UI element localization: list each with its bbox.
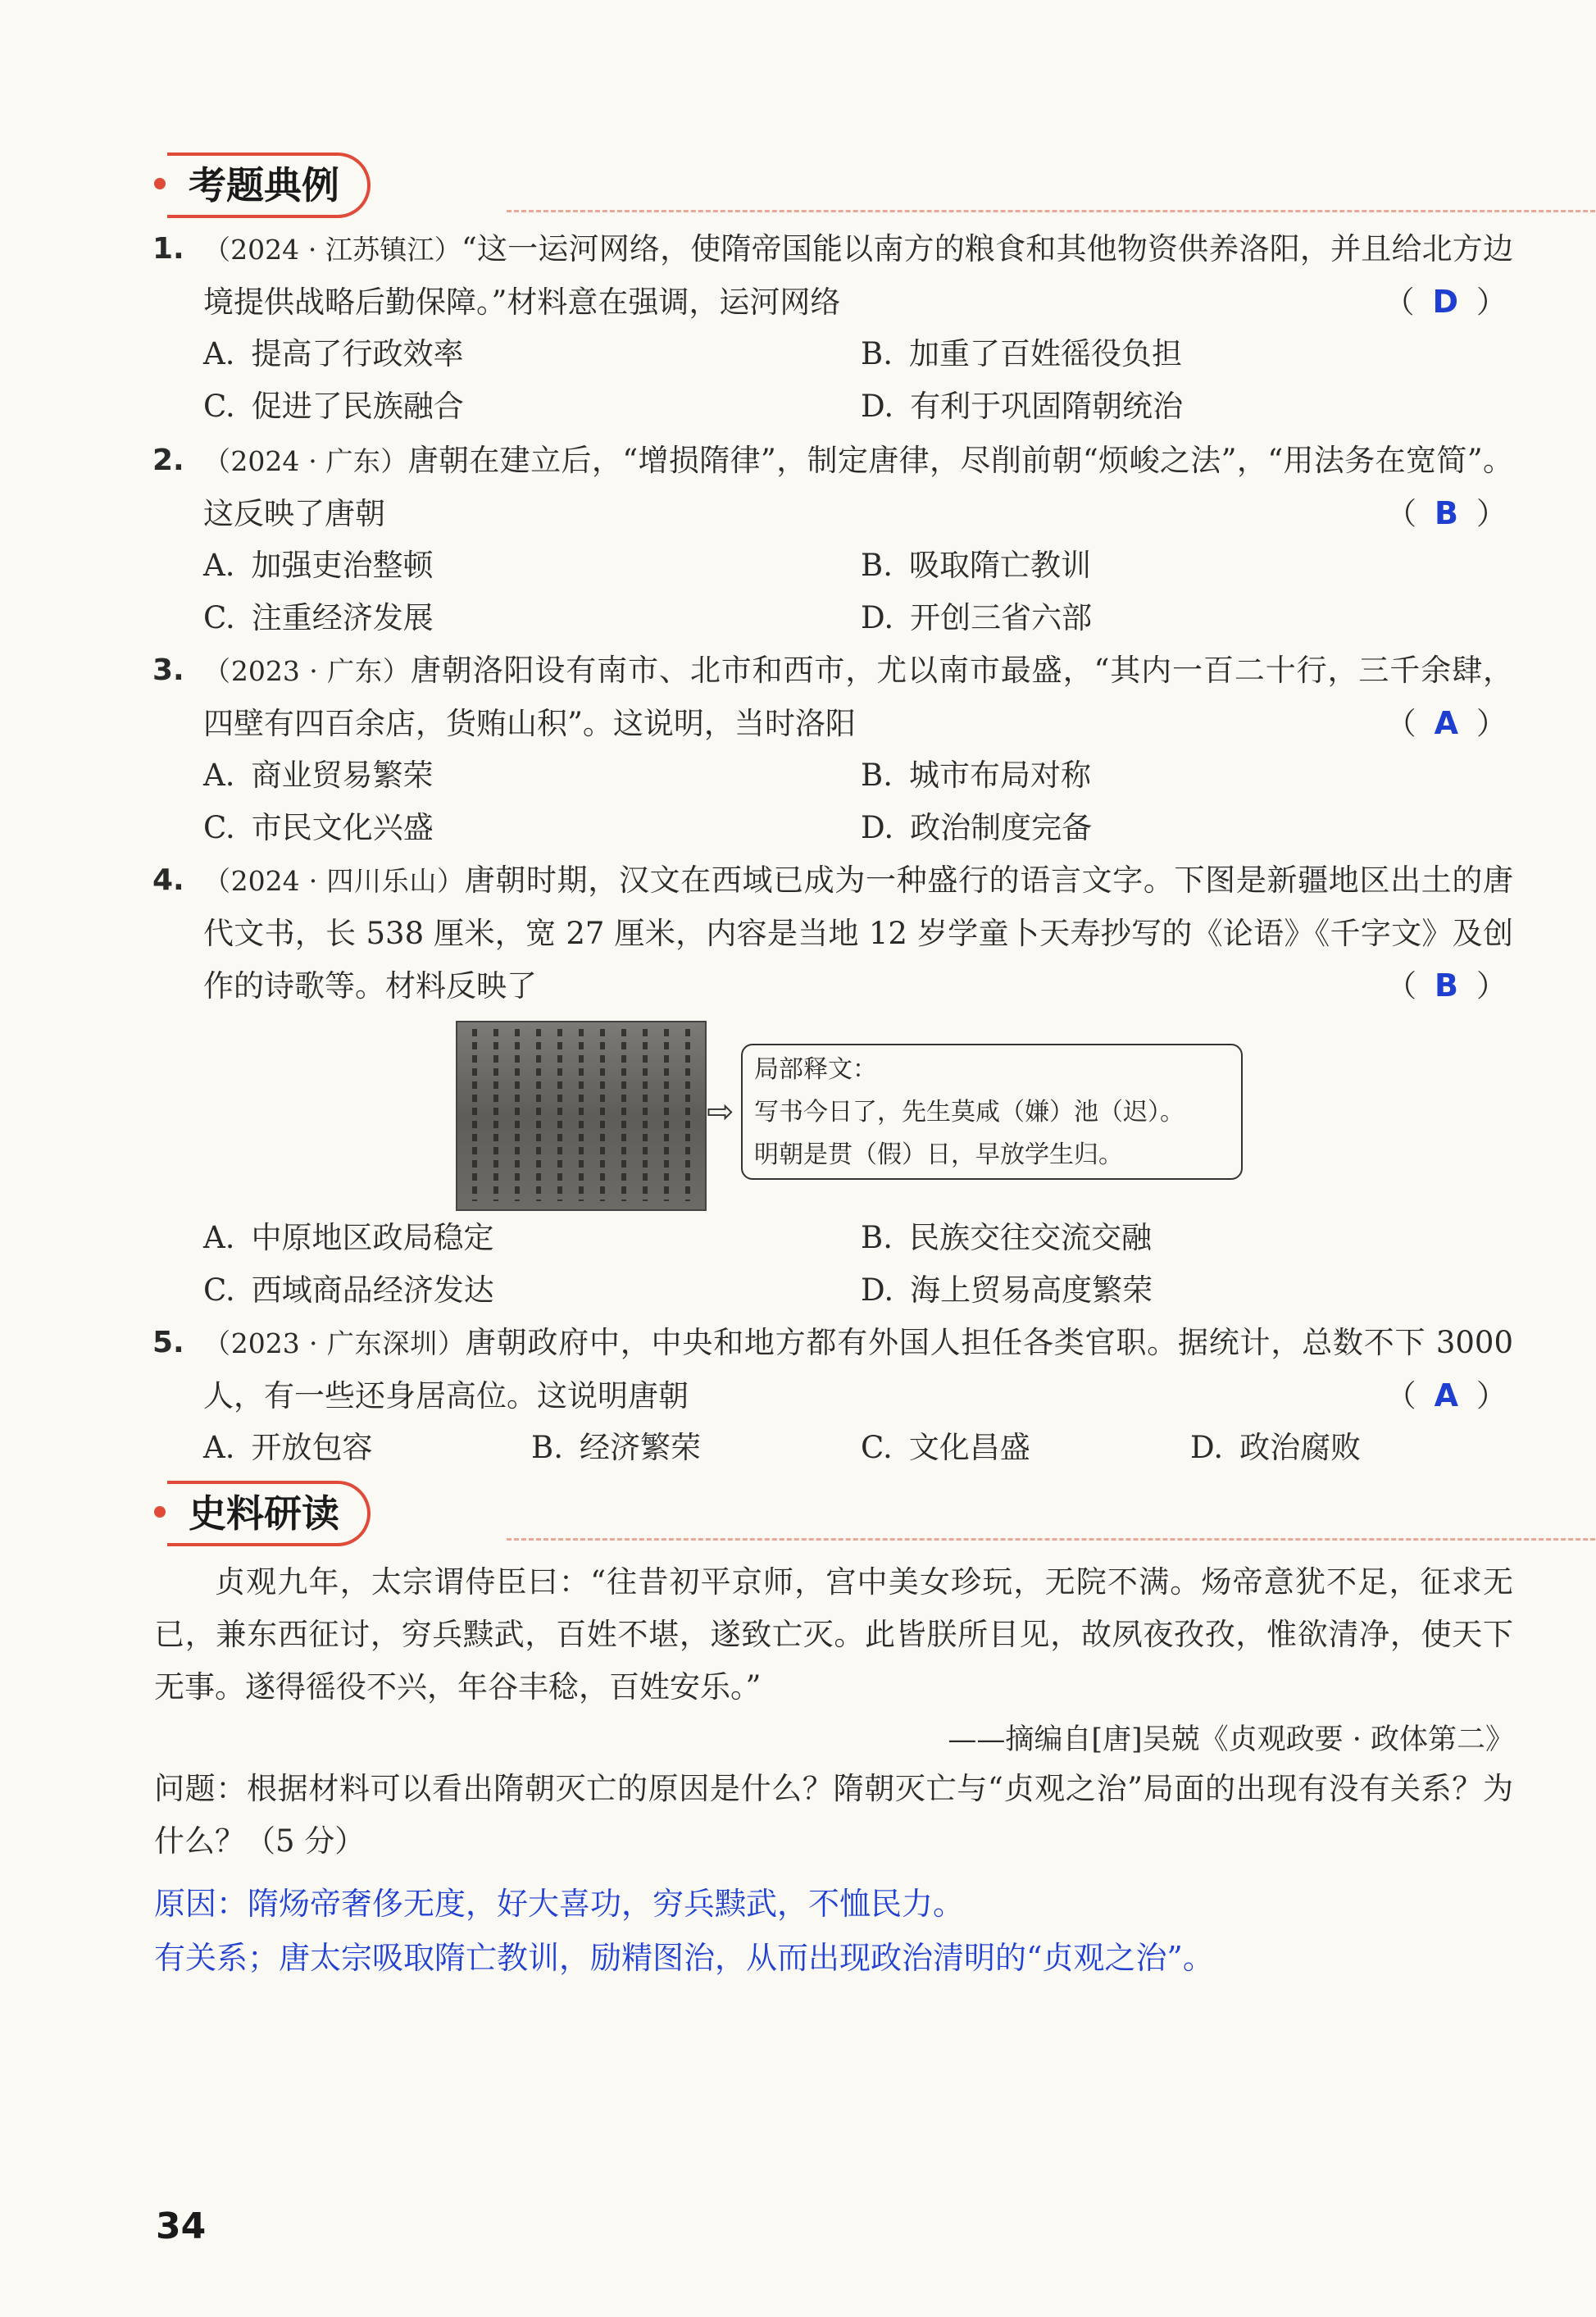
- answer-bracket: （ A ）: [1385, 705, 1507, 741]
- option-a[interactable]: A. 中原地区政局稳定: [203, 1220, 494, 1255]
- question-stem: （2024 · 广东）唐朝在建立后，“增损隋律”，制定唐律，尽削前朝“烦峻之法”，“用法务在宽简”。这反映了唐朝: [203, 443, 1513, 531]
- question-number: 2.: [152, 444, 184, 477]
- question-4: [152, 854, 1513, 1013]
- bullet-dot-icon: [154, 178, 166, 189]
- answer-bracket: （ B ）: [1386, 495, 1507, 531]
- question-source: （2024 · 四川乐山）: [203, 865, 465, 897]
- question-source: （2024 · 广东）: [203, 445, 408, 477]
- option-d[interactable]: D. 海上贸易高度繁荣: [861, 1272, 1153, 1308]
- answer-letter: D: [1432, 284, 1458, 320]
- option-d[interactable]: D. 有利于巩固隋朝统治: [861, 389, 1184, 424]
- arrow-right-icon: ⇨: [707, 1093, 734, 1131]
- question-2: [152, 435, 1513, 540]
- page-number: 34: [156, 2205, 207, 2247]
- manuscript-photo: [456, 1021, 707, 1211]
- option-a[interactable]: A. 商业贸易繁荣: [203, 758, 434, 793]
- question-stem: （2023 · 广东）唐朝洛阳设有南市、北市和西市，尤以南市最盛，“其内一百二十行，三千余肆，四壁有四百余店，货贿山积”。这说明，当时洛阳: [203, 653, 1513, 741]
- option-b[interactable]: B. 经济繁荣: [531, 1430, 701, 1465]
- answer-line-1: 原因：隋炀帝奢侈无度，好大喜功，穷兵黩武，不恤民力。: [154, 1886, 965, 1922]
- option-c[interactable]: C. 市民文化兴盛: [203, 810, 434, 845]
- source-citation: ——摘编自[唐]吴兢《贞观政要 · 政体第二》: [948, 1723, 1514, 1756]
- callout-line: 局部释文：: [754, 1055, 877, 1084]
- option-b[interactable]: B. 民族交往交流交融: [861, 1220, 1152, 1255]
- dashed-divider: [507, 1538, 1596, 1541]
- option-b[interactable]: B. 加重了百姓徭役负担: [861, 336, 1182, 371]
- answer-letter: B: [1435, 967, 1458, 1004]
- question-source: （2024 · 江苏镇江）: [203, 234, 462, 266]
- option-c[interactable]: C. 注重经济发展: [203, 600, 434, 635]
- transcription-callout: [741, 1044, 1243, 1180]
- section-title: 考题典例: [167, 152, 371, 218]
- callout-line: 明朝是贯（假）日，早放学生归。: [754, 1140, 1123, 1169]
- answer-line-2: 有关系；唐太宗吸取隋亡教训，励精图治，从而出现政治清明的“贞观之治”。: [154, 1940, 1214, 1976]
- option-a[interactable]: A. 加强吏治整顿: [203, 548, 434, 583]
- question-stem: （2024 · 四川乐山）唐朝时期，汉文在西域已成为一种盛行的语言文字。下图是新疆地区出土的唐代文书，长 538 厘米，宽 27 厘米，内容是当地 12 岁学童卜天寿抄写的《论语》《千字文》及创作的诗歌等。材料反映了: [203, 863, 1514, 1004]
- source-passage: 贞观九年，太宗谓侍臣曰：“往昔初平京师，宫中美女珍玩，无院不满。炀帝意犹不足，征求无已，兼东西征讨，穷兵黩武，百姓不堪，遂致亡灭。此皆朕所目见，故夙夜孜孜，惟欲清净，使天下无事。遂得徭役不兴，年谷丰稔，百姓安乐。”: [154, 1564, 1513, 1705]
- question-3: [152, 644, 1513, 750]
- question-source: （2023 · 广东）: [203, 655, 411, 687]
- bullet-dot-icon: [154, 1506, 166, 1518]
- analysis-question: 问题：根据材料可以看出隋朝灭亡的原因是什么？隋朝灭亡与“贞观之治”局面的出现有没有关系？为什么？（5 分）: [154, 1771, 1513, 1859]
- answer-letter: B: [1435, 495, 1458, 531]
- answer-bracket: （ A ）: [1385, 1377, 1507, 1413]
- option-d[interactable]: D. 开创三省六部: [861, 600, 1093, 635]
- callout-line: 写书今日了，先生莫咸（嫌）池（迟）。: [754, 1098, 1184, 1127]
- question-stem: （2023 · 广东深圳）唐朝政府中，中央和地方都有外国人担任各类官职。据统计，总数不下 3000 人，有一些还身居高位。这说明唐朝: [203, 1325, 1514, 1413]
- option-a[interactable]: A. 提高了行政效率: [203, 336, 464, 371]
- option-d[interactable]: D. 政治腐败: [1190, 1430, 1362, 1465]
- manuscript-figure: [456, 1021, 1251, 1209]
- option-a[interactable]: A. 开放包容: [203, 1430, 373, 1465]
- section-title: 史料研读: [167, 1481, 371, 1546]
- option-d[interactable]: D. 政治制度完备: [861, 810, 1093, 845]
- answer-letter: A: [1434, 1377, 1458, 1413]
- option-c[interactable]: C. 促进了民族融合: [203, 389, 464, 424]
- option-b[interactable]: B. 吸取隋亡教训: [861, 548, 1091, 583]
- question-number: 3.: [152, 653, 184, 687]
- question-1: [152, 223, 1513, 329]
- option-b[interactable]: B. 城市布局对称: [861, 758, 1091, 793]
- question-number: 4.: [152, 863, 184, 897]
- question-stem: （2024 · 江苏镇江）“这一运河网络，使隋帝国能以南方的粮食和其他物资供养洛阳，并且给北方边境提供战略后勤保障。”材料意在强调，运河网络: [203, 231, 1513, 320]
- dashed-divider: [507, 210, 1596, 212]
- answer-bracket: （ D ）: [1384, 284, 1507, 320]
- question-number: 1.: [152, 232, 184, 266]
- question-source: （2023 · 广东深圳）: [203, 1327, 466, 1359]
- option-c[interactable]: C. 文化昌盛: [861, 1430, 1030, 1465]
- option-c[interactable]: C. 西域商品经济发达: [203, 1272, 494, 1308]
- question-number: 5.: [152, 1326, 184, 1359]
- question-5: [152, 1317, 1513, 1423]
- answer-letter: A: [1434, 705, 1458, 741]
- answer-bracket: （ B ）: [1386, 967, 1507, 1004]
